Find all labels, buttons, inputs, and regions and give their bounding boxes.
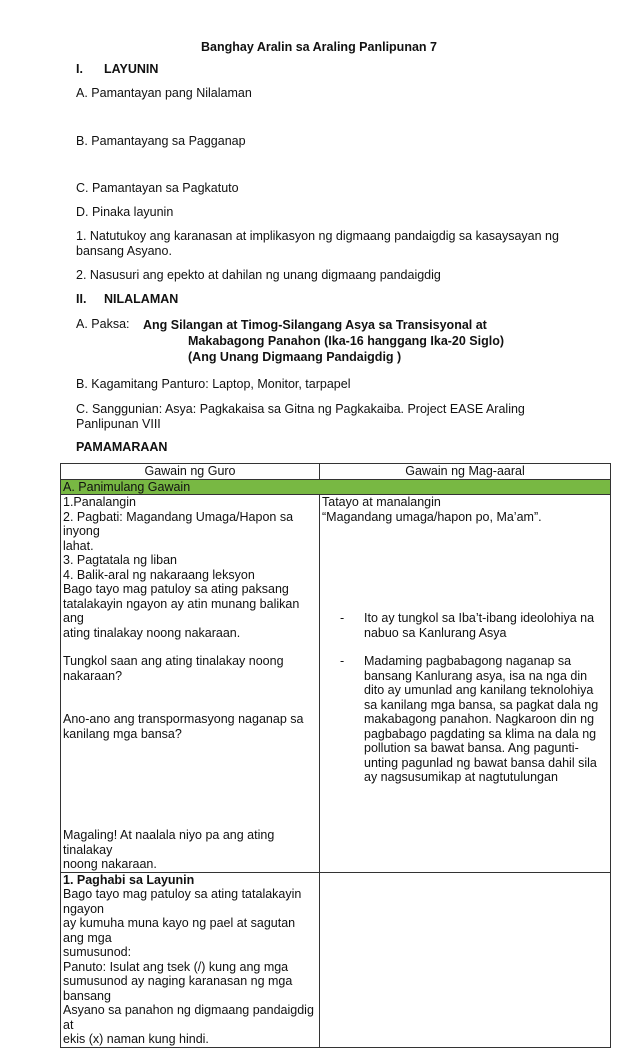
paksa-line: Ang Silangan at Timog-Silangang Asya sa Transisyonal at <box>143 318 487 332</box>
section-row <box>61 479 611 495</box>
section-heading-nilalaman <box>76 292 178 307</box>
paksa-line: Makabagong Panahon (Ika-16 hanggang Ika-20 Siglo) <box>188 334 505 348</box>
paghabi-cell <box>61 872 320 1047</box>
table-row <box>61 495 611 873</box>
lesson-table <box>60 463 611 1048</box>
header-magaaral: Gawain ng Mag-aaral <box>320 464 611 480</box>
section-heading-layunin <box>76 62 158 77</box>
paghabi-line: ekis (x) naman kung hindi. <box>63 1032 209 1046</box>
guro-closing-line2: noong nakaraan. <box>63 857 157 871</box>
paksa-text <box>143 317 504 365</box>
answer-dash: - <box>340 654 345 668</box>
paghabi-title: 1. Paghabi sa Layunin <box>63 872 195 887</box>
objective-item-2: 2. Nasusuri ang epekto at dahilan ng unang digmaang pandaigdig <box>76 268 441 282</box>
paksa-label: A. Paksa: <box>76 317 130 331</box>
answer-1 <box>322 611 608 640</box>
answer-line: Ito ay tungkol sa Iba’t-ibang ideolohiya na <box>364 611 595 625</box>
guro-line: 3. Pagtatala ng liban <box>63 553 177 567</box>
kagamitan: B. Kagamitang Panturo: Laptop, Monitor, tarpapel <box>76 377 351 391</box>
table-header-row <box>61 464 611 480</box>
paghabi-line: Bago tayo mag patuloy sa ating tatalakayin ngayon <box>63 887 302 916</box>
guro-question-1: Tungkol saan ang ating tinalakay noong nakaraan? <box>63 654 284 683</box>
objective-d: D. Pinaka layunin <box>76 205 174 219</box>
aaral-line: “Magandang umaga/hapon po, Ma’am”. <box>322 509 542 524</box>
document-title: Banghay Aralin sa Araling Panlipunan 7 <box>201 40 437 54</box>
magaaral-cell <box>320 495 611 873</box>
sanggunian-line2: Panlipunan VIII <box>76 417 161 431</box>
answer-line: bansang Kanlurang asya, isa na nga din <box>364 668 588 683</box>
pamamaraan-heading: PAMAMARAAN <box>76 440 168 454</box>
answer-line: unting pagunlad ng bawat bansa dahil sila <box>364 755 597 770</box>
guro-question-2-line1: Ano-ano ang transpormasyong naganap sa <box>63 712 304 726</box>
guro-cell <box>61 495 320 873</box>
guro-line: lahat. <box>63 538 94 553</box>
empty-cell <box>320 872 611 1047</box>
objective-b: B. Pamantayang sa Pagganap <box>76 134 246 148</box>
answer-line: Madaming pagbabagong naganap sa <box>364 654 572 668</box>
section-numeral: I. <box>76 62 83 76</box>
answer-line: nabuo sa Kanlurang Asya <box>364 625 507 640</box>
paghabi-line: Panuto: Isulat ang tsek (/) kung ang mga <box>63 959 289 974</box>
objective-a: A. Pamantayan pang Nilalaman <box>76 86 252 100</box>
paghabi-line: sumusunod: <box>63 945 132 959</box>
paksa-line: (Ang Unang Digmaang Pandaigdig ) <box>188 350 402 364</box>
section-panimulang-gawain: A. Panimulang Gawain <box>61 479 611 495</box>
section-title: NILALAMAN <box>104 292 179 306</box>
guro-line: ating tinalakay noong nakaraan. <box>63 625 241 640</box>
answer-line: dito ay umunlad ang kanilang teknolohiya <box>364 683 594 697</box>
aaral-line: Tatayo at manalangin <box>322 495 441 509</box>
answer-line: pagbabago pagdating sa klima na dala ng <box>364 726 597 741</box>
guro-line: 4. Balik-aral ng nakaraang leksyon <box>63 567 255 582</box>
sanggunian <box>76 402 525 432</box>
sanggunian-line1: C. Sanggunian: Asya: Pagkakaisa sa Gitna ng Pagkakaiba. Project EASE Araling <box>76 402 525 416</box>
header-guro: Gawain ng Guro <box>61 464 320 480</box>
guro-line: tatalakayin ngayon ay atin munang balikan ang <box>63 596 300 625</box>
objective-item-1 <box>76 229 559 259</box>
answer-dash: - <box>340 611 345 625</box>
section-title: LAYUNIN <box>104 62 159 76</box>
guro-line: Bago tayo mag patuloy sa ating paksang <box>63 582 289 596</box>
answer-line: pollution sa bawat bansa. Ang pagunti- <box>364 741 579 755</box>
guro-question-2-line2: kanilang mga bansa? <box>63 726 182 741</box>
table-row <box>61 872 611 1047</box>
answer-line: sa kanilang mga bansa, sa pagkat dala ng <box>364 697 599 712</box>
objective-item-1-line2: bansang Asyano. <box>76 244 172 258</box>
objective-item-1-line1: 1. Natutukoy ang karanasan at implikasyon ng digmaang pandaigdig sa kasaysayan ng <box>76 229 559 243</box>
answer-2 <box>322 654 608 785</box>
answer-line: makabagong panahon. Nagkaroon din ng <box>364 712 595 726</box>
paghabi-line: sumusunod ay naging karanasan ng mga bansang <box>63 974 293 1003</box>
guro-line: 2. Pagbati: Magandang Umaga/Hapon sa inyong <box>63 509 294 538</box>
section-numeral: II. <box>76 292 87 306</box>
guro-line: 1.Panalangin <box>63 495 136 509</box>
answer-line: ay nagsusumikap at nagtutulungan <box>364 770 558 784</box>
paghabi-line: Asyano sa panahon ng digmaang pandaigdig at <box>63 1003 314 1032</box>
paghabi-line: ay kumuha muna kayo ng pael at sagutan ang mga <box>63 916 296 945</box>
guro-closing-line1: Magaling! At naalala niyo pa ang ating tinalakay <box>63 828 275 857</box>
objective-c: C. Pamantayan sa Pagkatuto <box>76 181 239 195</box>
